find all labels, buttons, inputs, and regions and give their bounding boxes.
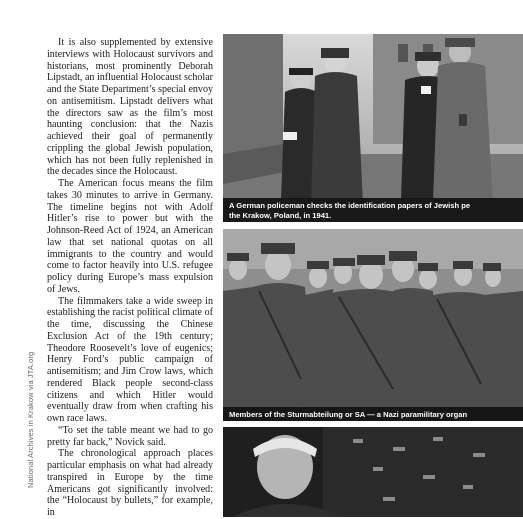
photo-caption: Members of the Sturmabteilung or SA — a Nazi paramilitary organ <box>223 407 523 422</box>
photo-sa-members <box>223 229 523 421</box>
article-column <box>47 37 213 519</box>
photo-policeman-checking-papers <box>223 34 523 222</box>
photo-man-at-map <box>223 427 523 517</box>
article-paragraph: The chronological approach places particular emphasis on what had already transpired in Europe by the time Americans got significantly involved: the “Holocaust by bullets,” for example, in <box>47 448 213 518</box>
article-paragraph: “To set the table meant we had to go pretty far back,” Novick said. <box>47 424 213 448</box>
photo-caption: A German policeman checks the identification papers of Jewish pe the Krakow, Poland, in 1941. <box>223 198 523 222</box>
photo-credit: National Archives in Krakow via JTA.org <box>26 351 35 488</box>
article-paragraph: The American focus means the film takes 30 minutes to arrive in Germany. The timeline begins not with Adolf Hitler’s rise to power but with the Johnson-Reed Act of 1924, an American law that set national quotas on all immigrants to the country and would come to factor heavily into U.S. refugee policy during Europe’s mass expulsion of Jews. <box>47 178 213 295</box>
article-paragraph: The filmmakers take a wide sweep in establishing the racist political climate of the time, discussing the Chinese Exclusion Act of the 19th century; Theodore Roosevelt’s love of eugenics; Henry Ford’s public campaign of antisemitism; and Jim Crow laws, which rendered Black people second-class citizens and which Hitler would eventually draw from when crafting his own race laws. <box>47 295 213 424</box>
article-paragraph: It is also supplemented by extensive interviews with Holocaust survivors and historians, most prominently Deborah Lipstadt, an influential Holocaust scholar and the State Department’s special envoy on antisemitism. Lipstadt delivers what the directors saw as the film’s most haunting conclusion: that the Nazis achieved their goal of permanently crippling the global Jewish population, which has not been fully replenished in the decades since the Holocaust. <box>47 37 214 178</box>
